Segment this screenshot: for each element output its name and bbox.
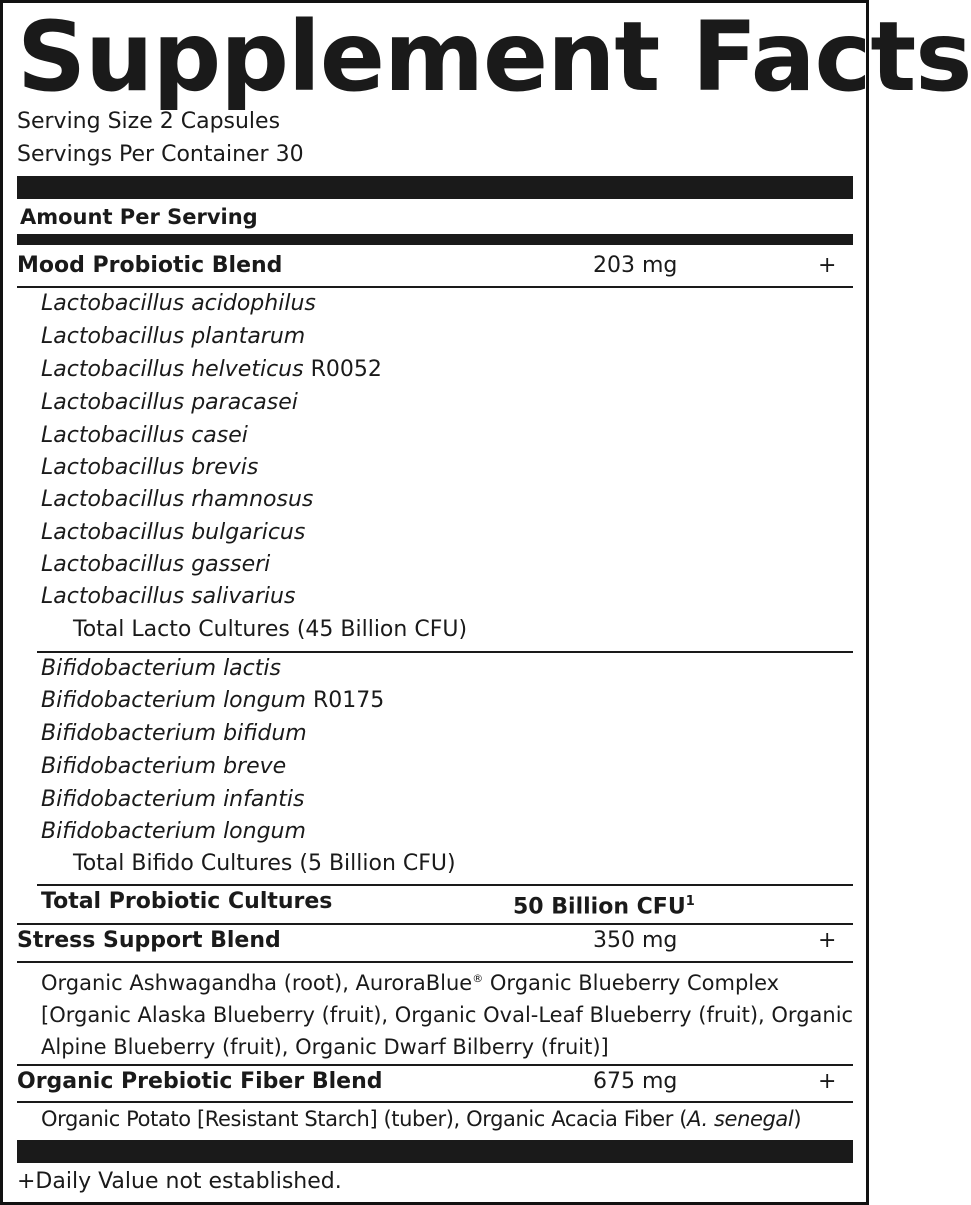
fiber-blend-name: Organic Prebiotic Fiber Blend	[17, 1069, 383, 1094]
panel-title: Supplement Facts	[17, 1, 971, 113]
servings-per-container: Servings Per Container 30	[17, 142, 304, 167]
list-item: Lactobacillus bulgaricus	[41, 520, 306, 545]
list-item: Bifidobacterium infantis	[41, 787, 305, 812]
list-item: Lactobacillus gasseri	[41, 552, 271, 577]
mood-blend-amount: 203 mg	[593, 253, 678, 278]
list-item: Lactobacillus salivarius	[41, 584, 296, 609]
list-item: Bifidobacterium lactis	[41, 656, 281, 681]
bifido-total: Total Bifido Cultures (5 Billion CFU)	[73, 851, 456, 876]
thick-divider-bottom	[17, 1140, 853, 1163]
list-item: Lactobacillus brevis	[41, 455, 259, 480]
list-item: Bifidobacterium breve	[41, 754, 287, 779]
row-divider	[17, 1101, 853, 1103]
serving-size: Serving Size 2 Capsules	[17, 109, 281, 134]
daily-value-footnote: +Daily Value not established.	[17, 1169, 342, 1194]
medium-divider	[17, 234, 853, 245]
stress-blend-dv: +	[818, 928, 837, 953]
row-divider	[37, 884, 853, 886]
total-probiotic-amount: 50 Billion CFU$^1$	[513, 894, 695, 920]
list-item: Lactobacillus casei	[41, 423, 248, 448]
amount-per-serving-header: Amount Per Serving	[20, 205, 258, 229]
list-item: Lactobacillus paracasei	[41, 390, 298, 415]
row-divider	[17, 923, 853, 925]
fiber-blend-ingredients: Organic Potato [Resistant Starch] (tuber), Organic Acacia Fiber (A. senegal)	[41, 1107, 802, 1131]
list-item: Lactobacillus helveticus R0052	[41, 357, 382, 382]
strain-code: R0052	[310, 357, 382, 382]
stress-blend-amount: 350 mg	[593, 928, 678, 953]
footnote-mark: 1	[685, 894, 695, 909]
list-item: Bifidobacterium longum	[41, 819, 306, 844]
stress-blend-name: Stress Support Blend	[17, 928, 281, 953]
mood-blend-dv: +	[818, 253, 837, 278]
row-divider	[17, 286, 853, 288]
row-divider	[17, 1064, 853, 1066]
total-probiotic-label: Total Probiotic Cultures	[41, 889, 333, 914]
fiber-blend-dv: +	[818, 1069, 837, 1094]
thick-divider-top	[17, 176, 853, 199]
lacto-total: Total Lacto Cultures (45 Billion CFU)	[73, 617, 468, 642]
stress-blend-ingredients: Organic Ashwagandha (root), AuroraBlue® Organic Blueberry Complex [Organic Alaska Blueberry (fruit), Organic Oval-Leaf Blueberry (fruit), Organic Alpine Blueberry (fruit), Organic Dwarf Bilberry (fruit)]	[41, 971, 854, 1059]
list-item: Bifidobacterium bifidum	[41, 721, 307, 746]
fiber-blend-amount: 675 mg	[593, 1069, 678, 1094]
list-item: Bifidobacterium longum R0175	[41, 688, 385, 713]
strain-code: R0175	[312, 688, 385, 713]
list-item: Lactobacillus plantarum	[41, 324, 306, 349]
list-item: Lactobacillus acidophilus	[41, 291, 316, 316]
row-divider	[37, 651, 853, 653]
registered-mark: ®	[472, 972, 484, 985]
list-item: Lactobacillus rhamnosus	[41, 487, 314, 512]
mood-blend-name: Mood Probiotic Blend	[17, 253, 283, 278]
